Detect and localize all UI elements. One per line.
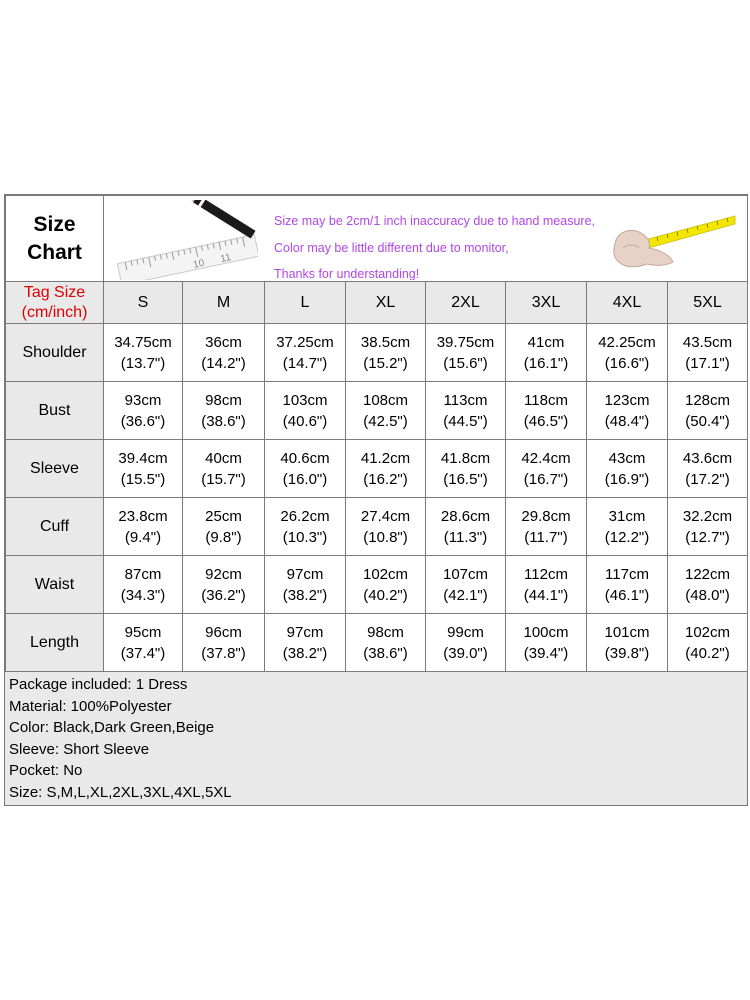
cm-value: 123cm — [604, 391, 650, 409]
value-cell — [587, 556, 668, 614]
value-cell — [104, 324, 183, 382]
value-cell — [183, 614, 265, 672]
cm-value: 28.6cm — [440, 507, 491, 525]
value-cell — [587, 382, 668, 440]
inch-value: (14.2") — [201, 354, 246, 372]
cm-value: 42.4cm — [521, 449, 571, 467]
cm-value: 98cm — [367, 623, 404, 641]
value-cell — [183, 382, 265, 440]
inch-value: (12.2") — [604, 528, 650, 546]
size-header-s: S — [104, 282, 183, 324]
value-cell — [506, 498, 587, 556]
cm-value: 41.8cm — [440, 449, 491, 467]
value-cell — [346, 556, 426, 614]
title-line-1: Size — [33, 212, 76, 236]
inch-value: (37.4") — [120, 644, 166, 662]
value-cell — [104, 440, 183, 498]
inch-value: (15.5") — [120, 470, 166, 488]
ruler-number-10: 10 — [192, 257, 206, 271]
inch-value: (40.6") — [282, 412, 328, 430]
size-chart-table — [5, 195, 748, 672]
cm-value: 41cm — [527, 333, 565, 351]
product-info — [5, 670, 747, 805]
inch-value: (39.0") — [443, 644, 488, 662]
value-cell — [104, 382, 183, 440]
inch-value: (36.2") — [201, 586, 246, 604]
measurement-row-shoulder — [6, 324, 748, 382]
cm-value: 87cm — [124, 565, 162, 583]
cm-value: 34.75cm — [114, 333, 172, 351]
cm-value: 99cm — [447, 623, 484, 641]
inch-value: (12.7") — [685, 528, 730, 546]
cm-value: 128cm — [684, 391, 731, 409]
inch-value: (40.2") — [363, 586, 408, 604]
inch-value: (11.7") — [524, 528, 568, 546]
inch-value: (42.5") — [363, 412, 408, 430]
value-cell — [587, 324, 668, 382]
cm-value: 118cm — [524, 391, 568, 409]
inch-value: (16.9") — [604, 470, 650, 488]
value-cell — [265, 614, 346, 672]
value-cell — [587, 614, 668, 672]
cm-value: 38.5cm — [360, 333, 411, 351]
info-color: Color: Black,Dark Green,Beige — [9, 719, 215, 736]
inch-value: (38.6") — [363, 644, 408, 662]
cm-value: 39.4cm — [118, 449, 168, 467]
cm-value: 103cm — [282, 391, 328, 409]
info-pocket: Pocket: No — [9, 762, 83, 779]
cm-value: 43cm — [608, 449, 646, 467]
inch-value: (10.3") — [282, 528, 328, 546]
value-cell — [346, 382, 426, 440]
inch-value: (15.7") — [201, 470, 246, 488]
inch-value: (37.8") — [201, 644, 246, 662]
tag-size-line-2: (cm/inch) — [21, 303, 88, 321]
measurement-row-waist — [6, 556, 748, 614]
inch-value: (46.1") — [604, 586, 650, 604]
inch-value: (16.0") — [282, 470, 328, 488]
size-chart-sheet — [4, 194, 748, 806]
row-label-sleeve: Sleeve — [6, 440, 104, 498]
inch-value: (17.1") — [685, 354, 730, 372]
inch-value: (16.7") — [523, 470, 569, 488]
value-cell — [668, 614, 748, 672]
cm-value: 97cm — [286, 623, 324, 641]
cm-value: 43.6cm — [682, 449, 733, 467]
size-header-2xl: 2XL — [426, 282, 506, 324]
cm-value: 29.8cm — [521, 507, 571, 525]
value-cell — [346, 324, 426, 382]
inch-value: (34.3") — [120, 586, 166, 604]
cm-value: 101cm — [604, 623, 650, 641]
value-cell — [346, 614, 426, 672]
inch-value: (16.1") — [523, 354, 569, 372]
inch-value: (46.5") — [523, 412, 569, 430]
size-chart-title — [6, 196, 104, 282]
cm-value: 97cm — [286, 565, 324, 583]
value-cell — [668, 440, 748, 498]
inch-value: (15.6") — [443, 354, 488, 372]
cm-value: 40cm — [205, 449, 242, 467]
cm-value: 102cm — [684, 623, 731, 641]
cm-value: 95cm — [124, 623, 162, 641]
cm-value: 36cm — [205, 333, 242, 351]
inch-value: (16.5") — [443, 470, 488, 488]
measuring-tape-hand-icon — [607, 208, 737, 276]
cm-value: 122cm — [684, 565, 731, 583]
cm-value: 31cm — [608, 507, 646, 525]
inch-value: (44.1") — [523, 586, 569, 604]
inch-value: (48.0") — [685, 586, 730, 604]
value-cell — [506, 440, 587, 498]
value-cell — [346, 498, 426, 556]
cm-value: 37.25cm — [276, 333, 334, 351]
tag-size-label — [6, 282, 104, 324]
value-cell — [587, 440, 668, 498]
cm-value: 117cm — [605, 565, 649, 583]
row-label-waist: Waist — [6, 556, 104, 614]
cm-value: 27.4cm — [360, 507, 411, 525]
inch-value: (44.5") — [443, 412, 488, 430]
notice-line-3: Thanks for understanding! — [274, 266, 420, 280]
cm-value: 32.2cm — [682, 507, 733, 525]
info-package: Package included: 1 Dress — [9, 676, 188, 693]
notice-line-1: Size may be 2cm/1 inch inaccuracy due to hand measure, — [274, 213, 596, 228]
info-size: Size: S,M,L,XL,2XL,3XL,4XL,5XL — [9, 783, 232, 801]
cm-value: 100cm — [523, 623, 569, 641]
row-label-length: Length — [6, 614, 104, 672]
value-cell — [265, 324, 346, 382]
measurement-row-bust — [6, 382, 748, 440]
value-cell — [426, 498, 506, 556]
cm-value: 43.5cm — [682, 333, 733, 351]
size-header-5xl: 5XL — [668, 282, 748, 324]
value-cell — [183, 324, 265, 382]
cm-value: 25cm — [205, 507, 242, 525]
inch-value: (36.6") — [120, 412, 166, 430]
cm-value: 26.2cm — [280, 507, 330, 525]
cm-value: 112cm — [524, 565, 568, 583]
inch-value: (16.6") — [604, 354, 650, 372]
title-line-2: Chart — [27, 240, 82, 264]
measurement-row-cuff — [6, 498, 748, 556]
value-cell — [506, 382, 587, 440]
cm-value: 23.8cm — [118, 507, 168, 525]
info-sleeve: Sleeve: Short Sleeve — [9, 740, 150, 758]
inch-value: (38.6") — [201, 412, 246, 430]
value-cell — [668, 498, 748, 556]
value-cell — [265, 382, 346, 440]
ruler-number-11: 11 — [219, 251, 233, 265]
inch-value: (16.2") — [363, 470, 408, 488]
inch-value: (38.2") — [282, 644, 328, 662]
inch-value: (15.2") — [363, 354, 408, 372]
notice-banner — [104, 196, 748, 282]
value-cell — [668, 556, 748, 614]
value-cell — [183, 440, 265, 498]
value-cell — [668, 382, 748, 440]
row-label-bust: Bust — [6, 382, 104, 440]
value-cell — [265, 556, 346, 614]
value-cell — [183, 498, 265, 556]
value-cell — [587, 498, 668, 556]
value-cell — [426, 614, 506, 672]
cm-value: 93cm — [124, 391, 162, 409]
inch-value: (11.3") — [443, 528, 488, 546]
value-cell — [265, 498, 346, 556]
value-cell — [506, 614, 587, 672]
inch-value: (42.1") — [443, 586, 488, 604]
pencil-ruler-icon — [108, 200, 258, 280]
inch-value: (9.4") — [124, 528, 162, 546]
cm-value: 98cm — [205, 391, 242, 409]
value-cell — [104, 498, 183, 556]
cm-value: 42.25cm — [598, 333, 656, 351]
header-row — [6, 196, 748, 282]
inch-value: (40.2") — [685, 644, 730, 662]
inch-value: (39.4") — [523, 644, 569, 662]
value-cell — [426, 382, 506, 440]
cm-value: 102cm — [362, 565, 409, 583]
value-cell — [426, 556, 506, 614]
inch-value: (39.8") — [604, 644, 650, 662]
inch-value: (48.4") — [604, 412, 650, 430]
notice-line-2: Color may be little different due to monitor, — [274, 240, 509, 255]
info-material: Material: 100%Polyester — [9, 697, 172, 715]
value-cell — [265, 440, 346, 498]
size-header-l: L — [265, 282, 346, 324]
row-label-shoulder: Shoulder — [6, 324, 104, 382]
cm-value: 39.75cm — [436, 333, 495, 351]
value-cell — [506, 324, 587, 382]
cm-value: 40.6cm — [280, 449, 330, 467]
size-header-xl: XL — [346, 282, 426, 324]
inch-value: (50.4") — [685, 412, 730, 430]
cm-value: 113cm — [443, 391, 488, 409]
cm-value: 108cm — [362, 391, 409, 409]
cm-value: 107cm — [442, 565, 489, 583]
cm-value: 96cm — [205, 623, 242, 641]
inch-value: (13.7") — [120, 354, 166, 372]
value-cell — [104, 556, 183, 614]
value-cell — [346, 440, 426, 498]
inch-value: (14.7") — [282, 354, 328, 372]
value-cell — [668, 324, 748, 382]
value-cell — [426, 440, 506, 498]
value-cell — [104, 614, 183, 672]
size-header-3xl: 3XL — [506, 282, 587, 324]
row-label-cuff: Cuff — [6, 498, 104, 556]
tag-size-line-1: Tag Size — [23, 283, 86, 301]
size-header-m: M — [183, 282, 265, 324]
value-cell — [506, 556, 587, 614]
measurement-row-length — [6, 614, 748, 672]
cm-value: 92cm — [205, 565, 242, 583]
size-header-4xl: 4XL — [587, 282, 668, 324]
inch-value: (38.2") — [282, 586, 328, 604]
cm-value: 41.2cm — [360, 449, 411, 467]
value-cell — [183, 556, 265, 614]
inch-value: (17.2") — [685, 470, 730, 488]
tag-size-row — [6, 282, 748, 324]
inch-value: (9.8") — [205, 528, 242, 546]
measurement-row-sleeve — [6, 440, 748, 498]
value-cell — [426, 324, 506, 382]
inch-value: (10.8") — [363, 528, 408, 546]
